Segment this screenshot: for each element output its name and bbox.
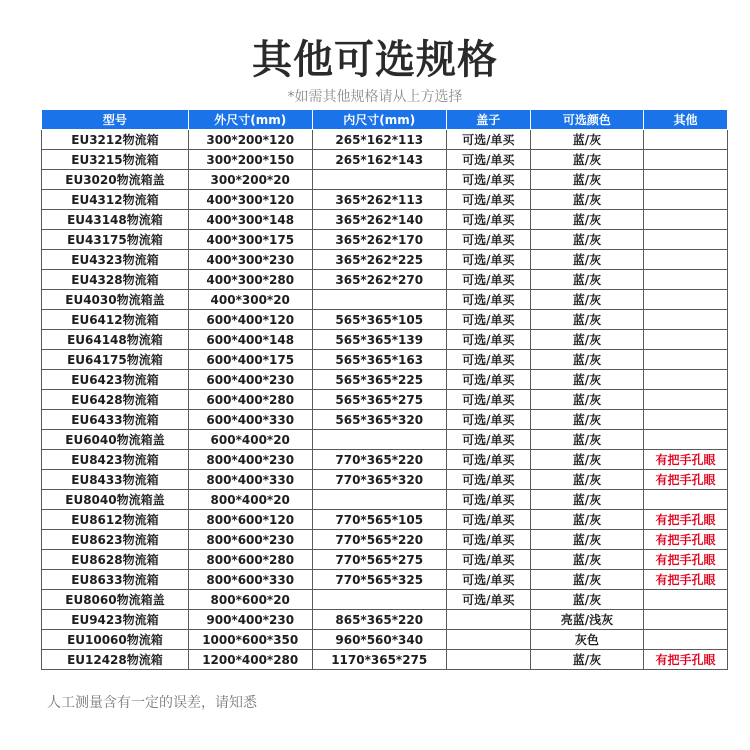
cell-outer-size: 800*400*330 — [188, 470, 312, 490]
cell-lid: 可选/单买 — [446, 450, 530, 470]
table-row — [42, 270, 728, 290]
cell-color: 蓝/灰 — [530, 150, 643, 170]
cell-outer-size: 600*400*330 — [188, 410, 312, 430]
table-row — [42, 170, 728, 190]
cell-inner-size: 960*560*340 — [312, 630, 446, 650]
cell-other — [644, 230, 728, 250]
cell-inner-size: 565*365*275 — [312, 390, 446, 410]
cell-other — [644, 250, 728, 270]
cell-outer-size: 600*400*120 — [188, 310, 312, 330]
cell-color: 蓝/灰 — [530, 490, 643, 510]
table-row — [42, 530, 728, 550]
cell-lid: 可选/单买 — [446, 390, 530, 410]
cell-lid: 可选/单买 — [446, 590, 530, 610]
cell-other: 有把手孔眼 — [644, 510, 728, 530]
table-row — [42, 130, 728, 150]
cell-other — [644, 410, 728, 430]
table-row — [42, 450, 728, 470]
header-lid: 盖子 — [446, 110, 530, 130]
cell-outer-size: 300*200*150 — [188, 150, 312, 170]
cell-outer-size: 800*600*280 — [188, 550, 312, 570]
cell-inner-size: 265*162*113 — [312, 130, 446, 150]
cell-other: 有把手孔眼 — [644, 570, 728, 590]
cell-inner-size: 565*365*163 — [312, 350, 446, 370]
cell-inner-size: 365*262*113 — [312, 190, 446, 210]
cell-inner-size: 770*565*105 — [312, 510, 446, 530]
cell-inner-size — [312, 430, 446, 450]
cell-outer-size: 300*200*120 — [188, 130, 312, 150]
cell-model: EU8060物流箱盖 — [42, 590, 189, 610]
cell-color: 蓝/灰 — [530, 250, 643, 270]
table-row — [42, 430, 728, 450]
cell-model: EU4323物流箱 — [42, 250, 189, 270]
cell-other — [644, 270, 728, 290]
cell-lid — [446, 610, 530, 630]
cell-color: 蓝/灰 — [530, 590, 643, 610]
cell-color: 亮蓝/浅灰 — [530, 610, 643, 630]
cell-lid: 可选/单买 — [446, 330, 530, 350]
cell-color: 蓝/灰 — [530, 370, 643, 390]
cell-inner-size: 565*365*225 — [312, 370, 446, 390]
cell-other — [644, 190, 728, 210]
cell-outer-size: 400*300*20 — [188, 290, 312, 310]
cell-color: 蓝/灰 — [530, 330, 643, 350]
cell-outer-size: 800*600*120 — [188, 510, 312, 530]
cell-outer-size: 400*300*120 — [188, 190, 312, 210]
cell-color: 蓝/灰 — [530, 350, 643, 370]
cell-model: EU8040物流箱盖 — [42, 490, 189, 510]
cell-color: 蓝/灰 — [530, 210, 643, 230]
cell-other — [644, 430, 728, 450]
cell-model: EU6423物流箱 — [42, 370, 189, 390]
cell-model: EU10060物流箱 — [42, 630, 189, 650]
cell-outer-size: 600*400*175 — [188, 350, 312, 370]
cell-inner-size: 365*262*270 — [312, 270, 446, 290]
cell-lid: 可选/单买 — [446, 310, 530, 330]
header-outer-size: 外尺寸(mm) — [188, 110, 312, 130]
cell-color: 蓝/灰 — [530, 290, 643, 310]
cell-inner-size: 770*365*320 — [312, 470, 446, 490]
cell-outer-size: 800*600*20 — [188, 590, 312, 610]
header-color: 可选颜色 — [530, 110, 643, 130]
cell-outer-size: 800*400*230 — [188, 450, 312, 470]
header-inner-size: 内尺寸(mm) — [312, 110, 446, 130]
cell-lid: 可选/单买 — [446, 430, 530, 450]
table-row — [42, 350, 728, 370]
cell-other — [644, 630, 728, 650]
page-title: 其他可选规格 — [252, 37, 498, 83]
cell-inner-size: 365*262*225 — [312, 250, 446, 270]
table-header-row — [42, 110, 728, 130]
cell-color: 蓝/灰 — [530, 310, 643, 330]
cell-model: EU3020物流箱盖 — [42, 170, 189, 190]
cell-inner-size: 770*565*220 — [312, 530, 446, 550]
table-row — [42, 570, 728, 590]
cell-other: 有把手孔眼 — [644, 450, 728, 470]
cell-color: 蓝/灰 — [530, 570, 643, 590]
cell-lid: 可选/单买 — [446, 470, 530, 490]
cell-other — [644, 350, 728, 370]
cell-inner-size: 265*162*143 — [312, 150, 446, 170]
table-row — [42, 610, 728, 630]
cell-lid: 可选/单买 — [446, 130, 530, 150]
cell-lid: 可选/单买 — [446, 530, 530, 550]
table-row — [42, 650, 728, 670]
table-row — [42, 210, 728, 230]
cell-outer-size: 400*300*230 — [188, 250, 312, 270]
cell-model: EU64148物流箱 — [42, 330, 189, 350]
cell-color: 蓝/灰 — [530, 430, 643, 450]
table-row — [42, 370, 728, 390]
cell-lid: 可选/单买 — [446, 150, 530, 170]
table-row — [42, 250, 728, 270]
cell-inner-size: 1170*365*275 — [312, 650, 446, 670]
cell-outer-size: 800*600*230 — [188, 530, 312, 550]
cell-lid: 可选/单买 — [446, 570, 530, 590]
table-row — [42, 290, 728, 310]
table-row — [42, 470, 728, 490]
cell-outer-size: 400*300*175 — [188, 230, 312, 250]
table-body — [42, 130, 728, 670]
header-other: 其他 — [644, 110, 728, 130]
cell-model: EU8628物流箱 — [42, 550, 189, 570]
cell-inner-size — [312, 290, 446, 310]
cell-other — [644, 170, 728, 190]
cell-other — [644, 330, 728, 350]
cell-model: EU9423物流箱 — [42, 610, 189, 630]
cell-lid: 可选/单买 — [446, 170, 530, 190]
table-row — [42, 230, 728, 250]
cell-lid: 可选/单买 — [446, 190, 530, 210]
cell-inner-size: 770*565*325 — [312, 570, 446, 590]
cell-color: 蓝/灰 — [530, 470, 643, 490]
cell-color: 灰色 — [530, 630, 643, 650]
cell-inner-size: 770*565*275 — [312, 550, 446, 570]
cell-model: EU6428物流箱 — [42, 390, 189, 410]
table-row — [42, 330, 728, 350]
cell-model: EU6040物流箱盖 — [42, 430, 189, 450]
cell-outer-size: 1000*600*350 — [188, 630, 312, 650]
cell-color: 蓝/灰 — [530, 450, 643, 470]
cell-model: EU43148物流箱 — [42, 210, 189, 230]
cell-outer-size: 400*300*148 — [188, 210, 312, 230]
table-row — [42, 550, 728, 570]
cell-model: EU8612物流箱 — [42, 510, 189, 530]
cell-lid: 可选/单买 — [446, 350, 530, 370]
cell-model: EU6433物流箱 — [42, 410, 189, 430]
cell-other — [644, 590, 728, 610]
cell-color: 蓝/灰 — [530, 190, 643, 210]
cell-model: EU8433物流箱 — [42, 470, 189, 490]
cell-model: EU3215物流箱 — [42, 150, 189, 170]
cell-other — [644, 610, 728, 630]
cell-inner-size — [312, 590, 446, 610]
cell-color: 蓝/灰 — [530, 510, 643, 530]
table-row — [42, 510, 728, 530]
cell-model: EU64175物流箱 — [42, 350, 189, 370]
cell-other — [644, 490, 728, 510]
cell-color: 蓝/灰 — [530, 270, 643, 290]
cell-inner-size — [312, 170, 446, 190]
cell-outer-size: 600*400*148 — [188, 330, 312, 350]
table-row — [42, 190, 728, 210]
cell-model: EU12428物流箱 — [42, 650, 189, 670]
cell-model: EU3212物流箱 — [42, 130, 189, 150]
cell-outer-size: 900*400*230 — [188, 610, 312, 630]
cell-outer-size: 1200*400*280 — [188, 650, 312, 670]
cell-outer-size: 600*400*230 — [188, 370, 312, 390]
cell-color: 蓝/灰 — [530, 390, 643, 410]
cell-inner-size: 365*262*140 — [312, 210, 446, 230]
cell-model: EU4328物流箱 — [42, 270, 189, 290]
table-row — [42, 310, 728, 330]
cell-lid: 可选/单买 — [446, 510, 530, 530]
cell-color: 蓝/灰 — [530, 550, 643, 570]
cell-model: EU4030物流箱盖 — [42, 290, 189, 310]
header-model: 型号 — [42, 110, 189, 130]
cell-lid: 可选/单买 — [446, 230, 530, 250]
cell-color: 蓝/灰 — [530, 410, 643, 430]
cell-model: EU8633物流箱 — [42, 570, 189, 590]
table-row — [42, 630, 728, 650]
cell-lid: 可选/单买 — [446, 490, 530, 510]
cell-lid — [446, 630, 530, 650]
cell-outer-size: 800*400*20 — [188, 490, 312, 510]
table-row — [42, 490, 728, 510]
cell-model: EU8623物流箱 — [42, 530, 189, 550]
cell-lid: 可选/单买 — [446, 270, 530, 290]
cell-color: 蓝/灰 — [530, 650, 643, 670]
table-row — [42, 590, 728, 610]
cell-inner-size: 565*365*320 — [312, 410, 446, 430]
cell-lid: 可选/单买 — [446, 370, 530, 390]
cell-other: 有把手孔眼 — [644, 650, 728, 670]
table-row — [42, 150, 728, 170]
footnote: 人工测量含有一定的误差，请知悉 — [47, 695, 257, 711]
cell-model: EU8423物流箱 — [42, 450, 189, 470]
cell-inner-size: 565*365*139 — [312, 330, 446, 350]
cell-inner-size: 865*365*220 — [312, 610, 446, 630]
cell-lid: 可选/单买 — [446, 250, 530, 270]
cell-other — [644, 310, 728, 330]
cell-inner-size: 770*365*220 — [312, 450, 446, 470]
cell-outer-size: 800*600*330 — [188, 570, 312, 590]
spec-table — [41, 110, 728, 670]
top-bar — [0, 0, 750, 22]
cell-outer-size: 400*300*280 — [188, 270, 312, 290]
page-subtitle: *如需其他规格请从上方选择 — [287, 89, 463, 105]
cell-other: 有把手孔眼 — [644, 550, 728, 570]
cell-other — [644, 210, 728, 230]
cell-lid: 可选/单买 — [446, 410, 530, 430]
cell-inner-size: 365*262*170 — [312, 230, 446, 250]
cell-outer-size: 600*400*20 — [188, 430, 312, 450]
table-row — [42, 410, 728, 430]
cell-other — [644, 150, 728, 170]
cell-inner-size — [312, 490, 446, 510]
cell-model: EU4312物流箱 — [42, 190, 189, 210]
table-row — [42, 390, 728, 410]
cell-outer-size: 300*200*20 — [188, 170, 312, 190]
cell-model: EU6412物流箱 — [42, 310, 189, 330]
cell-outer-size: 600*400*280 — [188, 390, 312, 410]
cell-lid: 可选/单买 — [446, 290, 530, 310]
cell-other: 有把手孔眼 — [644, 530, 728, 550]
cell-model: EU43175物流箱 — [42, 230, 189, 250]
cell-inner-size: 565*365*105 — [312, 310, 446, 330]
cell-other — [644, 290, 728, 310]
cell-lid: 可选/单买 — [446, 210, 530, 230]
cell-lid: 可选/单买 — [446, 550, 530, 570]
cell-color: 蓝/灰 — [530, 130, 643, 150]
cell-color: 蓝/灰 — [530, 170, 643, 190]
cell-color: 蓝/灰 — [530, 230, 643, 250]
cell-lid — [446, 650, 530, 670]
cell-other — [644, 130, 728, 150]
cell-other — [644, 390, 728, 410]
cell-other — [644, 370, 728, 390]
cell-color: 蓝/灰 — [530, 530, 643, 550]
cell-other: 有把手孔眼 — [644, 470, 728, 490]
